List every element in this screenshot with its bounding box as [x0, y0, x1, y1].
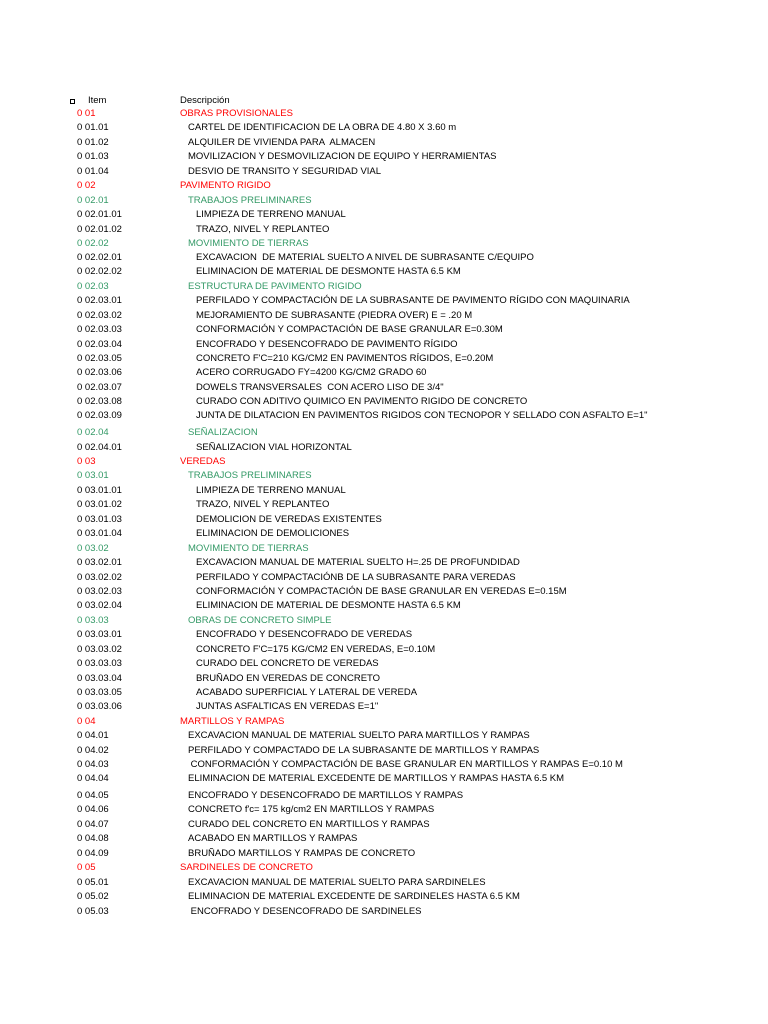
table-row [0, 528, 768, 540]
table-row [0, 396, 768, 408]
item-description: LIMPIEZA DE TERRENO MANUAL [196, 485, 346, 496]
table-row [0, 790, 768, 802]
item-description: MEJORAMIENTO DE SUBRASANTE (PIEDRA OVER) E = .20 M [196, 310, 473, 321]
table-row [0, 658, 768, 670]
item-code: 0 02.01.01 [77, 209, 122, 220]
table-row [0, 600, 768, 612]
table-row [0, 673, 768, 685]
item-code: 0 03.02.03 [77, 586, 122, 597]
item-description: CARTEL DE IDENTIFICACION DE LA OBRA DE 4.80 X 3.60 m [188, 122, 457, 133]
table-row [0, 442, 768, 454]
table-row [0, 773, 768, 785]
table-row [0, 819, 768, 831]
table-row [0, 339, 768, 351]
item-description: LIMPIEZA DE TERRENO MANUAL [196, 209, 346, 220]
item-description: TRABAJOS PRELIMINARES [188, 470, 312, 481]
table-row [0, 716, 768, 728]
item-code: 0 04.06 [77, 804, 109, 815]
item-code: 0 03.02.01 [77, 557, 122, 568]
item-code: 0 03.03 [77, 615, 109, 626]
table-row [0, 514, 768, 526]
item-code: 0 02.03.04 [77, 339, 122, 350]
item-description: SARDINELES DE CONCRETO [180, 862, 313, 873]
table-row [0, 151, 768, 163]
item-description: PERFILADO Y COMPACTADO DE LA SUBRASANTE DE MARTILLOS Y RAMPAS [188, 745, 540, 756]
table-row [0, 427, 768, 439]
item-code: 0 01 [77, 108, 96, 119]
item-description: ACABADO SUPERFICIAL Y LATERAL DE VEREDA [196, 687, 418, 698]
item-code: 0 04.08 [77, 833, 109, 844]
header-marker-icon [70, 99, 75, 104]
item-description: BRUÑADO EN VEREDAS DE CONCRETO [196, 673, 381, 684]
item-description: CURADO DEL CONCRETO DE VEREDAS [196, 658, 379, 669]
item-code: 0 03.03.06 [77, 701, 122, 712]
item-code: 0 02.03 [77, 281, 109, 292]
item-code: 0 02.03.01 [77, 295, 122, 306]
item-code: 0 05.02 [77, 891, 109, 902]
table-row [0, 367, 768, 379]
item-description: ESTRUCTURA DE PAVIMENTO RIGIDO [188, 281, 362, 292]
item-code: 0 03.02.02 [77, 572, 122, 583]
table-row [0, 759, 768, 771]
item-description: TRAZO, NIVEL Y REPLANTEO [196, 499, 330, 510]
item-code: 0 02.03.05 [77, 353, 122, 364]
item-code: 0 04.04 [77, 773, 109, 784]
item-description: ENCOFRADO Y DESENCOFRADO DE PAVIMENTO RÍGIDO [196, 339, 458, 350]
item-code: 0 02.03.06 [77, 367, 122, 378]
item-code: 0 01.03 [77, 151, 109, 162]
item-description: SEÑALIZACION VIAL HORIZONTAL [196, 442, 352, 453]
item-code: 0 03.01.02 [77, 499, 122, 510]
table-row [0, 266, 768, 278]
item-code: 0 05.03 [77, 906, 109, 917]
item-code: 0 02.03.07 [77, 382, 122, 393]
item-description: CONCRETO F'C=210 KG/CM2 EN PAVIMENTOS RÍGIDOS, E=0.20M [196, 353, 494, 364]
item-code: 0 03.02 [77, 543, 109, 554]
item-description: DESVIO DE TRANSITO Y SEGURIDAD VIAL [188, 166, 382, 177]
item-description: ENCOFRADO Y DESENCOFRADO DE MARTILLOS Y RAMPAS [188, 790, 464, 801]
item-code: 0 03.03.02 [77, 644, 122, 655]
item-description: CURADO DEL CONCRETO EN MARTILLOS Y RAMPAS [188, 819, 430, 830]
item-description: MOVIMIENTO DE TIERRAS [188, 543, 309, 554]
table-row [0, 629, 768, 641]
item-code: 0 03.03.04 [77, 673, 122, 684]
table-row [0, 543, 768, 555]
item-description: CURADO CON ADITIVO QUIMICO EN PAVIMENTO RIGIDO DE CONCRETO [196, 396, 528, 407]
item-code: 0 01.04 [77, 166, 109, 177]
item-description: PERFILADO Y COMPACTACIÓNB DE LA SUBRASANTE PARA VEREDAS [196, 572, 516, 583]
item-description: CONFORMACIÓN Y COMPACTACIÓN DE BASE GRANULAR EN VEREDAS E=0.15M [196, 586, 567, 597]
item-description: ELIMINACION DE DEMOLICIONES [196, 528, 350, 539]
item-code: 0 04.03 [77, 759, 109, 770]
item-code: 0 04.02 [77, 745, 109, 756]
item-description: DOWELS TRANSVERSALES CON ACERO LISO DE 3/4" [196, 382, 444, 393]
item-code: 0 02.02.01 [77, 252, 122, 263]
table-row [0, 586, 768, 598]
item-description: JUNTA DE DILATACION EN PAVIMENTOS RIGIDOS CON TECNOPOR Y SELLADO CON ASFALTO E=1" [196, 410, 648, 421]
item-description: ELIMINACION DE MATERIAL DE DESMONTE HASTA 6.5 KM [196, 266, 461, 277]
item-code: 0 03.03.03 [77, 658, 122, 669]
item-description: ACERO CORRUGADO FY=4200 KG/CM2 GRADO 60 [196, 367, 427, 378]
table-row [0, 877, 768, 889]
table-row [0, 687, 768, 699]
item-description: JUNTAS ASFALTICAS EN VEREDAS E=1" [196, 701, 379, 712]
table-row [0, 108, 768, 120]
item-code: 0 04.01 [77, 730, 109, 741]
item-code: 0 05.01 [77, 877, 109, 888]
item-code: 0 03.03.01 [77, 629, 122, 640]
item-description: CONCRETO f'c= 175 kg/cm2 EN MARTILLOS Y RAMPAS [188, 804, 435, 815]
item-code: 0 03.01 [77, 470, 109, 481]
item-code: 0 02.04 [77, 427, 109, 438]
table-row [0, 224, 768, 236]
table-row [0, 410, 768, 422]
table-row [0, 122, 768, 134]
item-code: 0 02.03.09 [77, 410, 122, 421]
table-row [0, 295, 768, 307]
item-description: EXCAVACION MANUAL DE MATERIAL SUELTO PARA SARDINELES [188, 877, 486, 888]
header-descripcion: Descripción [180, 95, 230, 106]
item-code: 0 01.02 [77, 137, 109, 148]
table-row [0, 848, 768, 860]
table-row [0, 324, 768, 336]
item-description: OBRAS PROVISIONALES [180, 108, 293, 119]
table-row [0, 804, 768, 816]
item-code: 0 02.02.02 [77, 266, 122, 277]
item-description: SEÑALIZACION [188, 427, 258, 438]
table-row [0, 456, 768, 468]
item-code: 0 02.04.01 [77, 442, 122, 453]
item-code: 0 02.01 [77, 195, 109, 206]
table-row [0, 499, 768, 511]
table-row [0, 485, 768, 497]
table-row [0, 557, 768, 569]
item-description: ALQUILER DE VIVIENDA PARA ALMACEN [188, 137, 376, 148]
item-description: CONFORMACIÓN Y COMPACTACIÓN DE BASE GRANULAR E=0.30M [196, 324, 503, 335]
table-row [0, 862, 768, 874]
table-row [0, 281, 768, 293]
table-row [0, 209, 768, 221]
item-code: 0 03 [77, 456, 96, 467]
item-description: TRABAJOS PRELIMINARES [188, 195, 312, 206]
item-description: VEREDAS [180, 456, 226, 467]
item-description: ACABADO EN MARTILLOS Y RAMPAS [188, 833, 358, 844]
item-description: EXCAVACION DE MATERIAL SUELTO A NIVEL DE SUBRASANTE C/EQUIPO [196, 252, 534, 263]
item-description: OBRAS DE CONCRETO SIMPLE [188, 615, 332, 626]
item-code: 0 01.01 [77, 122, 109, 133]
item-code: 0 02.02 [77, 238, 109, 249]
table-row [0, 906, 768, 918]
header-item: Item [88, 95, 107, 106]
item-description: CONFORMACIÓN Y COMPACTACIÓN DE BASE GRANULAR EN MARTILLOS Y RAMPAS E=0.10 M [188, 759, 623, 770]
item-description: EXCAVACION MANUAL DE MATERIAL SUELTO PARA MARTILLOS Y RAMPAS [188, 730, 530, 741]
item-description: EXCAVACION MANUAL DE MATERIAL SUELTO H=.25 DE PROFUNDIDAD [196, 557, 520, 568]
table-row [0, 310, 768, 322]
item-description: BRUÑADO MARTILLOS Y RAMPAS DE CONCRETO [188, 848, 416, 859]
item-code: 0 04 [77, 716, 96, 727]
item-description: ENCOFRADO Y DESENCOFRADO DE SARDINELES [188, 906, 422, 917]
item-description: ELIMINACION DE MATERIAL EXCEDENTE DE SARDINELES HASTA 6.5 KM [188, 891, 520, 902]
table-row [0, 615, 768, 627]
item-description: MOVIMIENTO DE TIERRAS [188, 238, 309, 249]
item-description: CONCRETO F'C=175 KG/CM2 EN VEREDAS, E=0.10M [196, 644, 436, 655]
item-code: 0 05 [77, 862, 96, 873]
table-row [0, 701, 768, 713]
table-row [0, 238, 768, 250]
table-row [0, 166, 768, 178]
item-description: MARTILLOS Y RAMPAS [180, 716, 285, 727]
table-row [0, 833, 768, 845]
item-description: PAVIMENTO RIGIDO [180, 180, 271, 191]
table-row [0, 137, 768, 149]
table-row [0, 572, 768, 584]
item-code: 0 02.01.02 [77, 224, 122, 235]
item-code: 0 04.05 [77, 790, 109, 801]
item-description: PERFILADO Y COMPACTACIÓN DE LA SUBRASANTE DE PAVIMENTO RÍGIDO CON MAQUINARIA [196, 295, 630, 306]
item-description: MOVILIZACION Y DESMOVILIZACION DE EQUIPO Y HERRAMIENTAS [188, 151, 497, 162]
item-code: 0 02.03.03 [77, 324, 122, 335]
table-row [0, 180, 768, 192]
item-description: TRAZO, NIVEL Y REPLANTEO [196, 224, 330, 235]
item-description: ELIMINACION DE MATERIAL DE DESMONTE HASTA 6.5 KM [196, 600, 461, 611]
item-code: 0 03.03.05 [77, 687, 122, 698]
item-code: 0 02 [77, 180, 96, 191]
item-code: 0 03.01.04 [77, 528, 122, 539]
table-row [0, 252, 768, 264]
table-row [0, 730, 768, 742]
item-code: 0 02.03.08 [77, 396, 122, 407]
item-code: 0 03.01.03 [77, 514, 122, 525]
item-code: 0 04.07 [77, 819, 109, 830]
table-row [0, 644, 768, 656]
table-row [0, 891, 768, 903]
item-description: DEMOLICION DE VEREDAS EXISTENTES [196, 514, 382, 525]
table-row [0, 353, 768, 365]
table-row [0, 195, 768, 207]
item-code: 0 04.09 [77, 848, 109, 859]
item-description: ELIMINACION DE MATERIAL EXCEDENTE DE MARTILLOS Y RAMPAS HASTA 6.5 KM [188, 773, 565, 784]
item-code: 0 02.03.02 [77, 310, 122, 321]
table-row [0, 470, 768, 482]
table-row [0, 745, 768, 757]
table-row [0, 382, 768, 394]
item-description: ENCOFRADO Y DESENCOFRADO DE VEREDAS [196, 629, 413, 640]
item-code: 0 03.02.04 [77, 600, 122, 611]
item-code: 0 03.01.01 [77, 485, 122, 496]
